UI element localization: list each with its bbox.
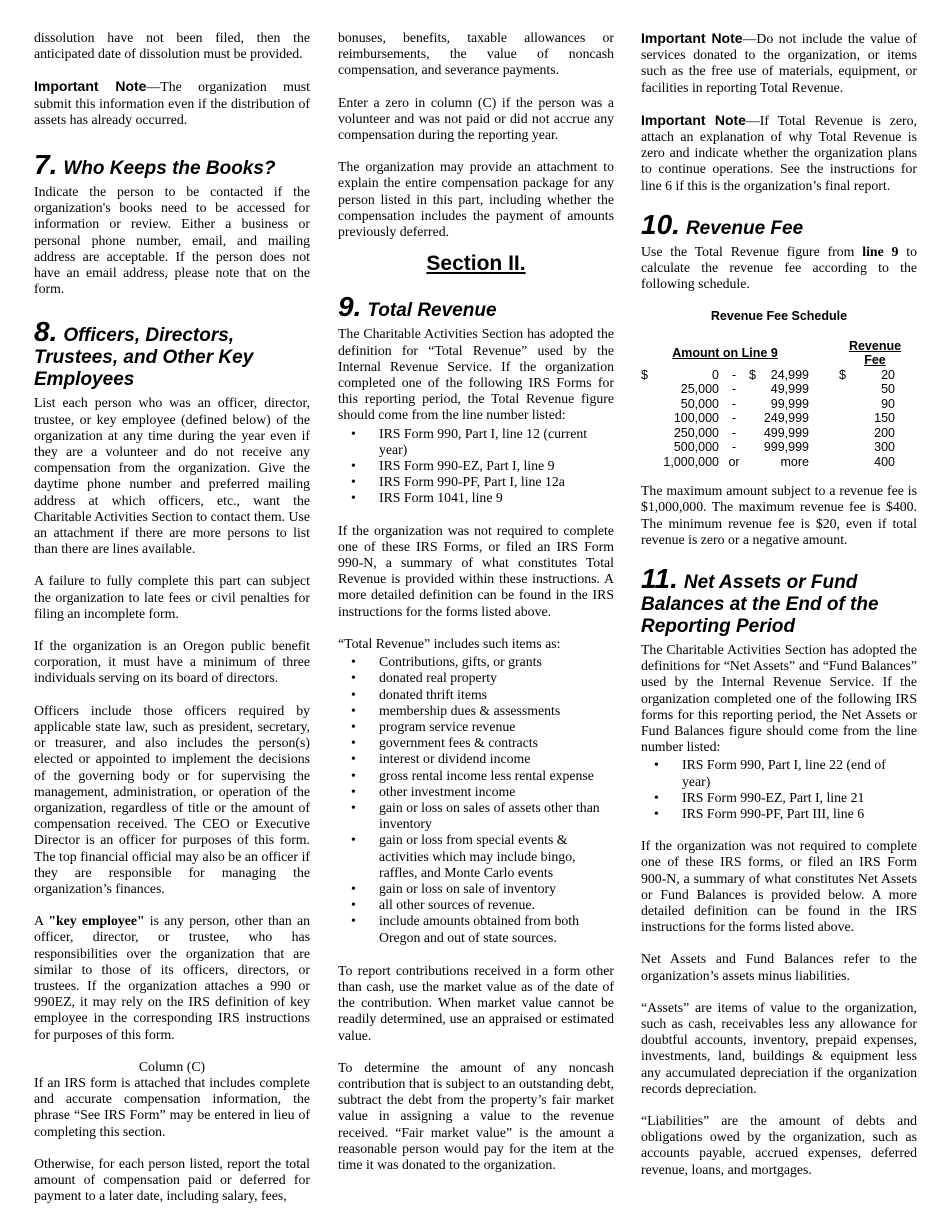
list-item (641, 806, 917, 822)
list-item-text: membership dues & assessments (379, 702, 561, 718)
column-c-heading: Column (C) (138, 1058, 206, 1074)
important-note-donated (641, 30, 917, 96)
section-number: 7. (34, 149, 58, 181)
net-assets-paragraph-2: If the organization was not required to complete one of these IRS forms, or filed an IRS Form 900-N, a summary of what constitutes Net Assets or Fund Balances is provided below. A more detailed definition can be found in the IRS instructions for the forms listed above. (641, 838, 917, 935)
fee-cell: 90 (881, 396, 895, 411)
list-item (338, 751, 614, 767)
important-note-text: —If Total Revenue is zero, attach an explanation of why Total Revenue is zero and indicate whether the organization plans to continue operations. See the instructions for line 6 if this is the organization’s final report. (641, 112, 917, 193)
list-item (338, 800, 614, 832)
currency-cell (839, 411, 857, 426)
list-item (338, 426, 614, 458)
list-item (338, 490, 614, 506)
key-employee-paragraph (34, 913, 310, 1043)
section-number: 11. (641, 562, 678, 594)
revenue-fee-paragraph (641, 244, 917, 293)
key-employee-term: "key employee" (48, 913, 145, 929)
section-number: 8. (34, 316, 58, 348)
list-item-text: IRS Form 1041, line 9 (379, 490, 503, 506)
from-cell: 1,000,000 (663, 454, 719, 469)
list-item-text: IRS Form 990, Part I, line 22 (end of year) (682, 757, 886, 789)
attachment-paragraph: The organization may provide an attachment to explain the entire compensation package for any person listed in this part, including whether the compensation includes the payment of amounts previously deferred. (338, 159, 614, 240)
zero-column-paragraph: Enter a zero in column (C) if the person was a volunteer and was not paid or did not accrue any compensation during the reporting year. (338, 94, 614, 143)
bullet-icon: • (351, 767, 356, 783)
section-number: 10. (641, 208, 680, 240)
list-item (338, 474, 614, 490)
compensation-paragraph: bonuses, benefits, taxable allowances or reimbursements, the value of noncash compensation, and severance payments. (338, 30, 614, 78)
section-10-heading (641, 208, 917, 240)
net-assets-forms-list (641, 757, 917, 822)
to-cell: 499,999 (763, 425, 809, 440)
currency-cell (641, 411, 659, 426)
market-value-paragraph: To report contributions received in a form other than cash, use the market value as of the date of the contribution. When market value cannot be readily determined, use an appraised or estimated value. (338, 962, 614, 1043)
to-cell: 999,999 (763, 440, 809, 455)
section-8-heading (34, 316, 310, 391)
bullet-icon: • (654, 805, 659, 821)
currency-cell (839, 426, 857, 441)
dissolution-paragraph: dissolution have not been filed, then the anticipated date of dissolution must be provided. (34, 30, 310, 62)
fee-cell: 200 (874, 425, 895, 440)
text-run: is any person, other than an officer, director, or trustee, who has responsibilities over the organization that are similar to those of its officers, directors, or trustees. If the organization attaches a 990 or 990EZ, it may rely on the IRS definition of key employee in the corresponding IRS instructions for purposes of this form. (34, 913, 310, 1042)
currency-cell: $ (749, 367, 756, 382)
currency-cell (749, 440, 763, 455)
bullet-icon: • (351, 425, 356, 441)
list-item (338, 735, 614, 751)
assets-definition-paragraph: “Assets” are items of value to the organization, such as cash, receivables less any allowance for doubtful accounts, inventory, prepaid expenses, investments, land, buildings & equipment less any accumulated depreciation if the organization records depreciation. (641, 999, 917, 1096)
fee-cell: 150 (874, 411, 895, 426)
separator-cell: - (731, 367, 737, 382)
table-header-row (641, 339, 911, 368)
bullet-icon: • (351, 654, 356, 670)
list-item (338, 913, 614, 945)
line-reference: line 9 (862, 243, 899, 259)
to-cell: 24,999 (770, 367, 809, 382)
table-row (641, 440, 911, 455)
list-item (338, 703, 614, 719)
bullet-icon: • (351, 751, 356, 767)
to-cell: 99,999 (770, 396, 809, 411)
section-title: Revenue Fee (685, 217, 804, 239)
column-left (34, 30, 310, 1220)
fee-cell: 50 (881, 382, 895, 397)
separator-cell: - (731, 411, 737, 426)
list-item-text: all other sources of revenue. (379, 897, 535, 913)
currency-cell (641, 397, 659, 412)
bullet-icon: • (351, 913, 356, 929)
list-item (338, 881, 614, 897)
currency-cell (839, 455, 857, 470)
currency-cell (839, 382, 857, 397)
currency-cell (749, 382, 763, 397)
bullet-icon: • (351, 799, 356, 815)
separator-cell: - (731, 440, 737, 455)
table-row (641, 426, 911, 441)
bullet-icon: • (654, 757, 659, 773)
column-c-paragraph-1: If an IRS form is attached that includes complete and accurate compensation information, the phrase “See IRS Form” may be entered in lieu of completing this section. (34, 1074, 310, 1139)
revenue-items-list (338, 654, 614, 946)
currency-cell (749, 397, 763, 412)
list-item (338, 670, 614, 686)
liabilities-definition-paragraph: “Liabilities” are the amount of debts and obligations owed by the organization, such as accounts payable, accrued expenses, deferred revenue, loans, and mortgages. (641, 1113, 917, 1177)
header-spacer (809, 339, 839, 368)
list-item (338, 719, 614, 735)
net-assets-paragraph-3: Net Assets and Fund Balances refer to the organization’s assets minus liabilities. (641, 951, 917, 983)
currency-cell (839, 440, 857, 455)
net-assets-paragraph-1: The Charitable Activities Section has adopted the definitions for “Net Assets” and “Fund Balances” used by the Internal Revenue Service. If the organization completed one of the following IRS forms for this reporting period, the Net Assets or Fund Balances figure should come from the line number listed: (641, 641, 917, 755)
currency-cell (749, 426, 763, 441)
important-note-zero-revenue (641, 112, 917, 194)
bullet-icon: • (351, 880, 356, 896)
bullet-icon: • (351, 832, 356, 848)
separator-cell: or (728, 454, 740, 469)
important-note-text: —The organization must submit this information even if the distribution of assets has already occurred. (34, 79, 310, 127)
separator-cell: - (731, 425, 737, 440)
list-item (338, 784, 614, 800)
list-item-text: IRS Form 990-PF, Part I, line 12a (379, 474, 565, 490)
currency-cell (641, 382, 659, 397)
list-item-text: gross rental income less rental expense (379, 767, 594, 783)
bullet-icon: • (351, 702, 356, 718)
list-item-text: Contributions, gifts, or grants (379, 654, 542, 670)
list-item (338, 897, 614, 913)
list-item-text: IRS Form 990-EZ, Part I, line 9 (379, 458, 555, 474)
bullet-icon: • (351, 686, 356, 702)
amount-header: Amount on Line 9 (672, 345, 778, 360)
list-item-text: interest or dividend income (379, 751, 531, 767)
from-cell: 25,000 (680, 382, 719, 397)
from-cell: 500,000 (673, 440, 719, 455)
list-item-text: gain or loss on sale of inventory (379, 880, 557, 896)
column-right (641, 30, 917, 1194)
text-run: to calculate the revenue fee according to the following schedule. (641, 243, 917, 292)
section-title: Net Assets or Fund Balances at the End of the Reporting Period (641, 571, 879, 637)
section-ii-title: Section II. (426, 252, 526, 276)
bullet-icon: • (351, 490, 356, 506)
table-row (641, 411, 911, 426)
to-cell: 49,999 (770, 382, 809, 397)
table-row (641, 368, 911, 383)
list-item-text: IRS Form 990, Part I, line 12 (current year) (379, 425, 588, 457)
officers-paragraph-2: A failure to fully complete this part can subject the organization to late fees or civil penalties for filing an incomplete form. (34, 573, 310, 621)
section-7-heading (34, 149, 310, 181)
text-run: A (34, 913, 49, 929)
bullet-icon: • (351, 897, 356, 913)
list-item (338, 768, 614, 784)
currency-cell (641, 426, 659, 441)
bullet-icon: • (351, 718, 356, 734)
list-item-text: donated thrift items (379, 686, 488, 702)
section-title: Who Keeps the Books? (63, 158, 276, 180)
important-note-label: Important Note (641, 111, 746, 128)
list-item (641, 790, 917, 806)
bullet-icon: • (351, 735, 356, 751)
list-item-text: government fees & contracts (379, 735, 538, 751)
currency-cell (749, 411, 763, 426)
bullet-icon: • (351, 783, 356, 799)
fee-limits-paragraph: The maximum amount subject to a revenue fee is $1,000,000. The maximum revenue fee is $400. The minimum revenue fee is $20, even if total revenue is zero or a negative amount. (641, 483, 917, 547)
to-cell: more (780, 454, 809, 469)
list-item-text: IRS Form 990-PF, Part III, line 6 (682, 805, 865, 821)
list-item-text: IRS Form 990-EZ, Part I, line 21 (682, 789, 865, 805)
section-11-heading (641, 562, 917, 638)
currency-cell (641, 440, 659, 455)
from-cell: 0 (712, 367, 719, 382)
bullet-icon: • (654, 789, 659, 805)
list-item-text: other investment income (379, 783, 516, 799)
fee-cell: 400 (874, 454, 895, 469)
important-note-label: Important Note (641, 30, 743, 46)
fee-schedule-table (641, 339, 911, 470)
fee-header: Revenue Fee (848, 338, 902, 368)
separator-cell: - (731, 396, 737, 411)
bullet-icon: • (351, 670, 356, 686)
list-item (338, 654, 614, 670)
section-number: 9. (338, 291, 362, 323)
important-note-assets (34, 78, 310, 128)
officers-paragraph-4: Officers include those officers required by applicable state law, such as president, secretary, or treasurer, and also includes the person(s) elected or appointed to implement the decisions of the governing body or for supervising the management, administration, or operation of the organization, regardless of title or the amount of compensation received. The CEO or Executive Director is an officer for purposes of this form. The top financial official may also be an officer if they are responsible for managing the organization’s finances. (34, 702, 310, 896)
list-item-text: program service revenue (379, 718, 516, 734)
from-cell: 50,000 (680, 396, 719, 411)
column-middle (338, 30, 614, 1189)
list-item-text: include amounts obtained from both Oregon and out of state sources. (379, 913, 580, 945)
total-revenue-paragraph-2: If the organization was not required to complete one of these IRS Forms, or filed an IRS Form 990-N, a summary of what constitutes Total Revenue is provided within these instructions. A more detailed definition can be found in the IRS instructions for the forms listed above. (338, 522, 614, 619)
total-revenue-paragraph-1: The Charitable Activities Section has adopted the definition for “Total Revenue” used by the Internal Revenue Service. If the organization completed one of the following IRS Forms for this reporting period, the Total Revenue figure should come from the line number listed: (338, 326, 614, 423)
fee-cell: 300 (874, 440, 895, 455)
section-9-heading (338, 291, 614, 323)
list-item (338, 687, 614, 703)
to-cell: 249,999 (763, 411, 809, 426)
text-run: Use the Total Revenue figure from (641, 243, 863, 259)
column-c-paragraph-2: Otherwise, for each person listed, report the total amount of compensation paid or deferred for payment to a later date, including salary, fees, (34, 1155, 310, 1204)
table-row (641, 455, 911, 470)
total-revenue-items-intro: “Total Revenue” includes such items as: (338, 635, 561, 651)
list-item (338, 832, 614, 881)
fee-schedule-title: Revenue Fee Schedule (710, 309, 848, 324)
books-paragraph: Indicate the person to be contacted if the organization's books need to be accessed for information or review. Either a business or personal phone number, email, and mailing address are acceptable. If the person does not have an email address, please note that on the form. (34, 184, 310, 297)
from-cell: 250,000 (673, 425, 719, 440)
from-cell: 100,000 (673, 411, 719, 426)
list-item-text: donated real property (379, 670, 497, 686)
currency-cell (749, 455, 763, 470)
separator-cell: - (731, 382, 737, 397)
noncash-contribution-paragraph: To determine the amount of any noncash contribution that is subject to an outstanding debt, subtract the debt from the property’s fair market value in assigning a value to the revenue received. “Fair market value” is the amount a reasonable person would pay for the item at the time it was donated to the organization. (338, 1059, 614, 1172)
currency-cell: $ (641, 367, 648, 382)
table-row (641, 397, 911, 412)
irs-forms-list (338, 426, 614, 507)
list-item-text: gain or loss on sales of assets other than inventory (379, 799, 600, 832)
officers-paragraph-3: If the organization is an Oregon public benefit corporation, it must have a minimum of three individuals serving on its board of directors. (34, 638, 310, 686)
table-row (641, 382, 911, 397)
bullet-icon: • (351, 474, 356, 490)
section-title: Officers, Directors, Trustees, and Other Key Employees (34, 325, 254, 391)
bullet-icon: • (351, 458, 356, 474)
officers-paragraph-1: List each person who was an officer, director, trustee, or key employee (defined below) of the organization at any time during the year even if they are a volunteer and do not receive any compensation from the organization. Give the daytime phone number and preferred mailing address at which officers, etc., want the Charitable Activities Section to contact them. Use an attachment if there are more persons to list than there are lines available. (34, 395, 310, 557)
important-note-text: —Do not include the value of services donated to the organization, or items such as the free use of materials, equipment, or facilities in reporting Total Revenue. (641, 31, 917, 95)
currency-cell: $ (839, 367, 846, 382)
section-title: Total Revenue (367, 300, 497, 322)
important-note-label: Important Note (34, 78, 147, 95)
list-item-text: gain or loss from special events & activities which may include bingo, raffles, and Monte Carlo events (379, 832, 576, 880)
list-item (641, 757, 917, 789)
currency-cell (641, 455, 659, 470)
fee-cell: 20 (881, 367, 895, 382)
list-item (338, 458, 614, 474)
currency-cell (839, 397, 857, 412)
